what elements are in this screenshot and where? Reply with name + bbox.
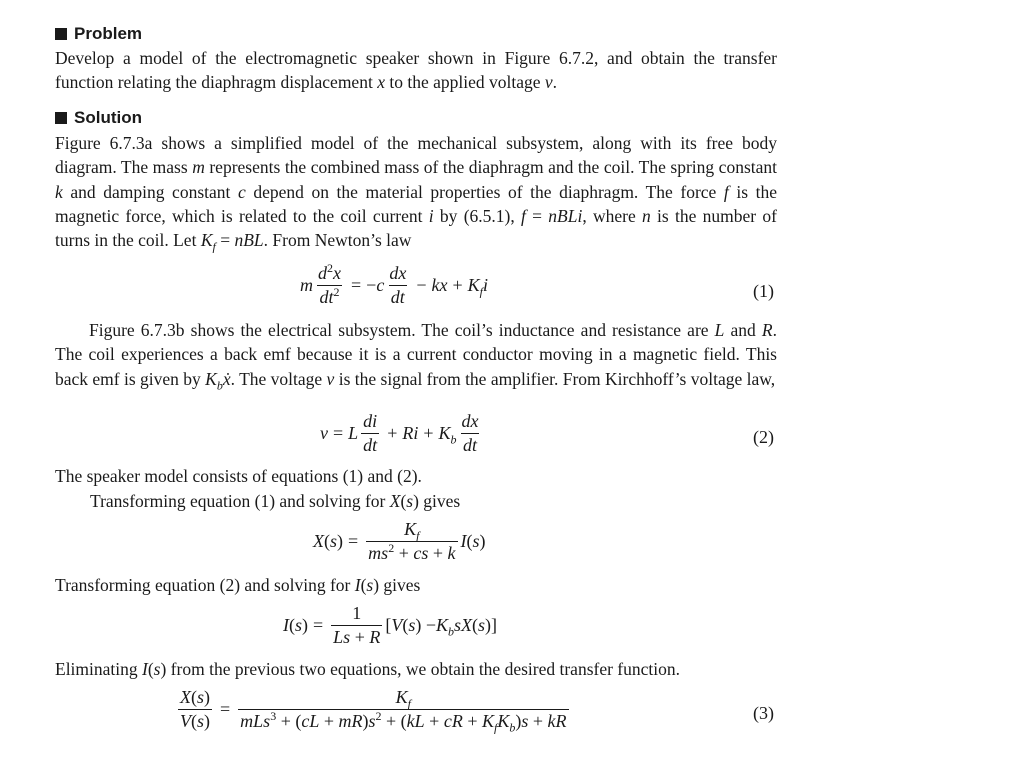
equation-3-number: (3) <box>753 703 774 723</box>
equation-xs: X ( s ) = $\frac{K_f}{ms^2 + cs + k}$ I ( s ) <box>313 519 486 563</box>
solution-paragraph-4: Transforming equation (1) and solving for X(s) gives <box>90 491 461 511</box>
problem-text: Develop a model of the electromagnetic speaker shown in Figure 6.7.2, and obtain the transfer function relating the diaphragm displacement x to the applied voltage v. <box>55 48 777 93</box>
equation-2-number: (2) <box>753 427 774 447</box>
solution-paragraph-5: Transforming equation (2) and solving for I(s) gives <box>55 575 421 595</box>
solution-paragraph-2: Figure 6.7.3b shows the electrical subsystem. The coil’s inductance and resistance are L and R. The coil experiences a back emf because it is a current conductor moving in a magnetic field. This back emf is given by $K_bẋ$. The voltage v is the signal from the amplifier. From Kirchhoff’s voltage law, <box>55 320 777 393</box>
heading-square-icon <box>55 112 67 124</box>
solution-paragraph-1: Figure 6.7.3a shows a simplified model of the mechanical subsystem, along with its free body diagram. The mass m represents the combined mass of the diaphragm and the coil. The spring constant k and damping constant c depend on the material properties of the diaphragm. The force f is the magnetic force, which is related to the coil current i by (6.5.1), f = nBLi, where n is the number of turns in the coil. Let $K_f$ = nBL. From Newton’s law <box>55 133 777 254</box>
equation-1-number: (1) <box>753 281 774 301</box>
solution-heading <box>55 108 142 128</box>
problem-heading-label: Problem <box>74 24 143 43</box>
solution-paragraph-6: Eliminating I(s) from the previous two equations, we obtain the desired transfer function. <box>55 659 680 679</box>
equation-1: m $\frac{d^2x}{dt^2}$ = − c $\frac{dx}{dt}$ − kx + $K_fi$ <box>300 261 488 307</box>
equation-2: v = L $\frac{di}{dt}$ + Ri + $K_b$ $\frac{dx}{dt}$ <box>320 411 479 455</box>
solution-heading-label: Solution <box>74 108 142 127</box>
heading-square-icon <box>55 28 67 40</box>
solution-paragraph-3: The speaker model consists of equations (1) and (2). <box>55 466 422 486</box>
problem-heading <box>55 24 142 44</box>
equation-3: $\frac{X(s)}{V(s)}$ = $\frac{K_f}{mLs^3 + (cL + mR)s^2 + (kL + cR + K_fK_b)s + kR}$ <box>180 687 567 735</box>
equation-is: I ( s ) = $\frac{1}{Ls + R}$ [ V ( s ) − $K_bsX$ ( s )] <box>283 603 498 647</box>
